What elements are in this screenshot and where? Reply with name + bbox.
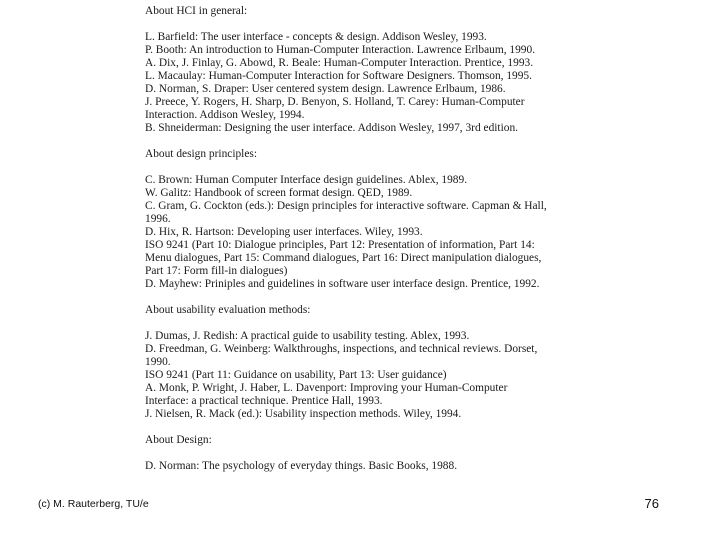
section-hci-general — [145, 5, 705, 135]
reference-line: J. Nielsen, R. Mack (ed.): Usability inspection methods. Wiley, 1994. — [145, 408, 462, 420]
reference-line: B. Shneiderman: Designing the user interface. Addison Wesley, 1997, 3rd edition. — [145, 122, 519, 134]
section-heading: About design principles: — [145, 148, 257, 160]
reference-line: C. Brown: Human Computer Interface design guidelines. Ablex, 1989. — [145, 174, 468, 186]
footer-copyright: (c) M. Rauterberg, TU/e — [38, 498, 149, 510]
reference-list — [145, 174, 705, 291]
reference-line: A. Monk, P. Wright, J. Haber, L. Davenport: Improving your Human-Computer — [145, 382, 508, 394]
reference-line: A. Dix, J. Finlay, G. Abowd, R. Beale: Human-Computer Interaction. Prentice, 1993. — [145, 57, 534, 69]
reference-line: C. Gram, G. Cockton (eds.): Design principles for interactive software. Capman & Hall, — [145, 200, 547, 212]
reference-line: Interface: a practical technique. Prentice Hall, 1993. — [145, 395, 383, 407]
page-number: 76 — [644, 496, 659, 511]
section-about-design — [145, 434, 705, 473]
section-heading: About HCI in general: — [145, 5, 248, 17]
reference-line: Menu dialogues, Part 15: Command dialogues, Part 16: Direct manipulation dialogues, — [145, 252, 542, 264]
reference-line: L. Macaulay: Human-Computer Interaction for Software Designers. Thomson, 1995. — [145, 70, 532, 82]
reference-document — [145, 5, 705, 486]
reference-line: D. Mayhew: Priniples and guidelines in software user interface design. Prentice, 1992. — [145, 278, 540, 290]
section-design-principles — [145, 148, 705, 291]
reference-list — [145, 330, 705, 421]
section-heading: About usability evaluation methods: — [145, 304, 311, 316]
reference-line: D. Norman: The psychology of everyday things. Basic Books, 1988. — [145, 460, 458, 472]
reference-line: Interaction. Addison Wesley, 1994. — [145, 109, 305, 121]
reference-line: Part 17: Form fill-in dialogues) — [145, 265, 288, 277]
reference-line: W. Galitz: Handbook of screen format design. QED, 1989. — [145, 187, 413, 199]
section-heading: About Design: — [145, 434, 212, 446]
reference-line: ISO 9241 (Part 11: Guidance on usability, Part 13: User guidance) — [145, 369, 447, 381]
reference-line: P. Booth: An introduction to Human-Computer Interaction. Lawrence Erlbaum, 1990. — [145, 44, 536, 56]
reference-line: J. Preece, Y. Rogers, H. Sharp, D. Benyon, S. Holland, T. Carey: Human-Computer — [145, 96, 525, 108]
reference-line: J. Dumas, J. Redish: A practical guide to usability testing. Ablex, 1993. — [145, 330, 470, 342]
reference-line: 1996. — [145, 213, 171, 225]
reference-list — [145, 460, 705, 473]
reference-line: D. Hix, R. Hartson: Developing user interfaces. Wiley, 1993. — [145, 226, 423, 238]
section-usability-evaluation — [145, 304, 705, 421]
reference-list — [145, 31, 705, 135]
reference-line: D. Norman, S. Draper: User centered system design. Lawrence Erlbaum, 1986. — [145, 83, 506, 95]
reference-line: ISO 9241 (Part 10: Dialogue principles, Part 12: Presentation of information, Part 14: — [145, 239, 535, 251]
reference-line: 1990. — [145, 356, 171, 368]
reference-line: D. Freedman, G. Weinberg: Walkthroughs, inspections, and technical reviews. Dorset, — [145, 343, 538, 355]
reference-line: L. Barfield: The user interface - concepts & design. Addison Wesley, 1993. — [145, 31, 487, 43]
